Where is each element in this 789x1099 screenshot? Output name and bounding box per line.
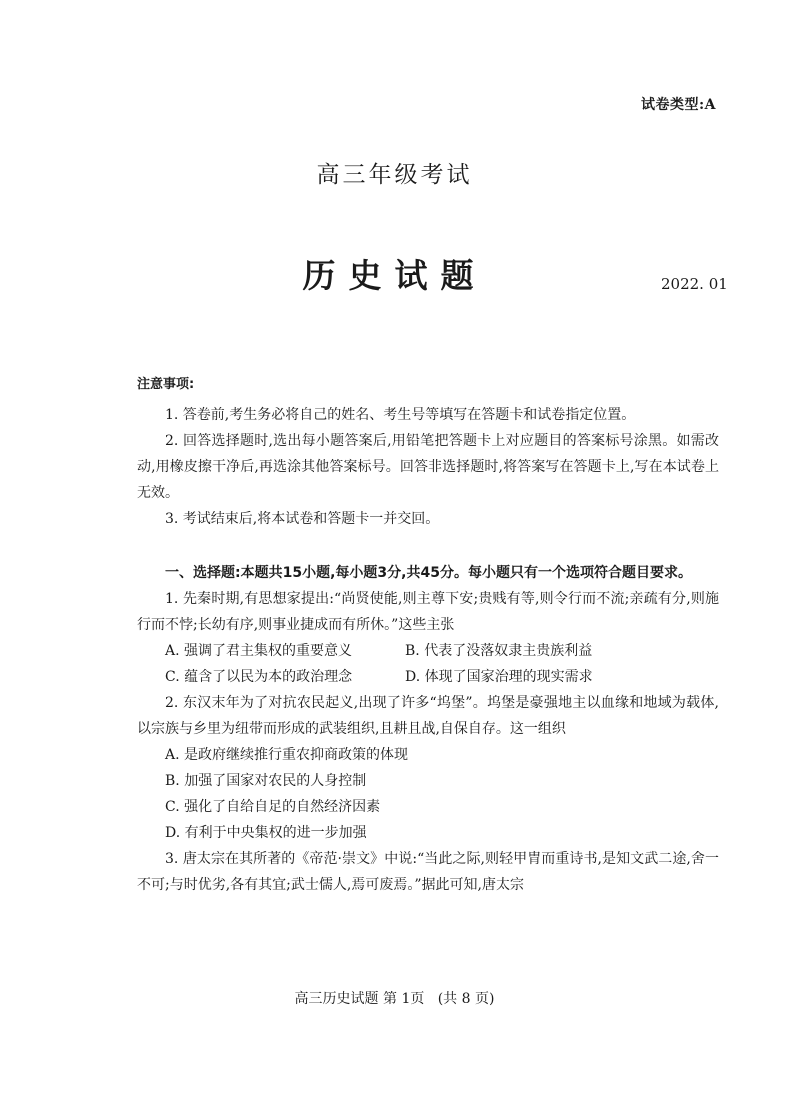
footer-page-label: 高三历史试题 第 1页 bbox=[294, 991, 425, 1007]
page-content bbox=[137, 372, 719, 898]
option-d: D. 有利于中央集权的进一步加强 bbox=[165, 825, 367, 841]
option-b: B. 代表了没落奴隶主贵族利益 bbox=[405, 643, 593, 659]
page-footer bbox=[0, 988, 789, 1008]
exam-title: 高三年级考试 bbox=[316, 162, 473, 188]
option-c: C. 蕴含了以民为本的政治理念 bbox=[165, 669, 353, 685]
note-item: 2. 回答选择题时,选出每小题答案后,用铅笔把答题卡上对应题目的答案标号涂黑。如需改动,用橡皮擦干净后,再选涂其他答案标号。回答非选择题时,将答案写在答题卡上,写在本试卷上无效。 bbox=[137, 433, 719, 501]
question-stem-1: 1. 先秦时期,有思想家提出:“尚贤使能,则主尊下安;贵贱有等,则令行而不流;亲疏有分,则施行而不悖;长幼有序,则事业捷成而有所休。”这些主张 bbox=[137, 591, 719, 633]
paper-type-label: 试卷类型:A bbox=[640, 97, 716, 113]
question-1-options-row bbox=[137, 664, 719, 690]
subject-title: 历史试题 bbox=[302, 256, 487, 295]
option-a: A. 强调了君主集权的重要意义 bbox=[165, 643, 353, 659]
option-d: D. 体现了国家治理的现实需求 bbox=[405, 669, 593, 685]
question-1-options-row bbox=[137, 638, 719, 664]
footer-total-pages: (共 8 页) bbox=[437, 991, 495, 1007]
question-stem-2: 2. 东汉末年为了对抗农民起义,出现了许多“坞堡”。坞堡是豪强地主以血缘和地域为载体,以宗族与乡里为纽带而形成的武装组织,且耕且战,自保自存。这一组织 bbox=[137, 695, 719, 737]
exam-date: 2022. 01 bbox=[661, 275, 728, 293]
option-c: C. 强化了自给自足的自然经济因素 bbox=[165, 799, 381, 815]
notes-title: 注意事项: bbox=[137, 377, 195, 392]
note-item: 1. 答卷前,考生务必将自己的姓名、考生号等填写在答题卡和试卷指定位置。 bbox=[165, 407, 636, 423]
section-title: 一、选择题:本题共15小题,每小题3分,共45分。每小题只有一个选项符合题目要求。 bbox=[165, 565, 692, 581]
option-a: A. 是政府继续推行重农抑商政策的体现 bbox=[165, 747, 409, 763]
note-item: 3. 考试结束后,将本试卷和答题卡一并交回。 bbox=[165, 511, 440, 527]
question-stem-3: 3. 唐太宗在其所著的《帝范·崇文》中说:“当此之际,则轻甲胄而重诗书,是知文武二途,舍一不可;与时优劣,各有其宜;武士儒人,焉可废焉。”据此可知,唐太宗 bbox=[137, 851, 719, 893]
option-b: B. 加强了国家对农民的人身控制 bbox=[165, 773, 367, 789]
